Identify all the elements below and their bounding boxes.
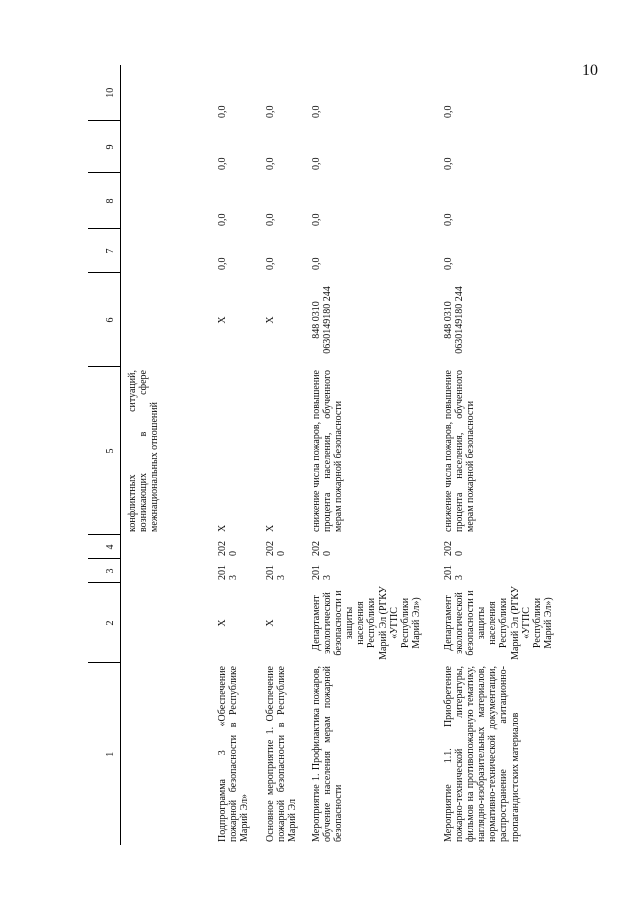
cell-start-year: 2013 (264, 565, 287, 580)
cell-event: Мероприятие 1. Профилактика пожаров, обучение населения мерам пожарной безопасности (310, 666, 344, 842)
cell-budget-code: X (264, 316, 276, 324)
cell-budget-code: X (216, 316, 228, 324)
cell-event (121, 663, 213, 845)
cell-value-8: 0,0 (442, 213, 454, 226)
header-row (88, 65, 121, 845)
cell-value-7 (121, 229, 213, 273)
table-row-event-1 (307, 65, 439, 845)
cell-event: Подпрограмма 3 «Обеспечение пожарной безопасности в Республике Марий Эл» (216, 666, 250, 842)
cell-budget-code (121, 273, 213, 367)
cell-executor (121, 583, 213, 663)
cell-value-8 (121, 173, 213, 229)
cell-value-8: 0,0 (264, 213, 276, 226)
cell-value-7: 0,0 (264, 257, 276, 270)
cell-result: снижение числа пожаров, повышение процента населения, обученного мерам пожарной безопасности (442, 370, 476, 532)
cell-budget-code: 848 0310 0630149180 244 (442, 286, 465, 354)
cell-executor: Департамент экологической безопасности и защиты населения Республики Марий Эл (РГКУ «УГПС Республики Марий Эл») (310, 586, 423, 660)
cell-value-8: 0,0 (310, 213, 322, 226)
rotated-document-page (88, 65, 618, 845)
table-row-subprogram-3 (213, 65, 261, 845)
cell-executor: X (216, 619, 228, 627)
cell-value-9 (121, 121, 213, 173)
cell-executor: X (264, 619, 276, 627)
cell-value-8: 0,0 (216, 213, 228, 226)
cell-start-year: 2013 (442, 565, 465, 580)
header-col-5: 5 (88, 367, 121, 535)
header-col-1: 1 (88, 663, 121, 845)
header-col-2: 2 (88, 583, 121, 663)
table-row-event-1-1 (439, 65, 589, 845)
cell-event: Мероприятие 1.1. Приобретение пожарно-технической литературы, фильмов на противопожарную тематику, наглядно-изобразительных материалов, нормативно-технической документации, распространение агитационно-пропагандистских материалов (442, 666, 521, 842)
cell-value-10 (121, 65, 213, 121)
cell-end-year: 2020 (216, 541, 239, 556)
cell-result: X (216, 524, 228, 532)
cell-value-7: 0,0 (442, 257, 454, 270)
header-col-8: 8 (88, 173, 121, 229)
header-col-10: 10 (88, 65, 121, 121)
cell-event: Основное мероприятие 1. Обеспечение пожарной безопасности в Республике Марий Эл (264, 666, 298, 842)
cell-value-9: 0,0 (442, 157, 454, 170)
cell-value-9: 0,0 (310, 157, 322, 170)
cell-value-7: 0,0 (310, 257, 322, 270)
cell-value-10: 0,0 (310, 105, 322, 118)
cell-end-year (121, 535, 213, 559)
cell-end-year: 2020 (310, 541, 333, 556)
header-col-7: 7 (88, 229, 121, 273)
header-col-3: 3 (88, 559, 121, 583)
table-row-continuation (121, 65, 213, 845)
cell-result: конфликтных ситуаций, возникающих в сфере межнациональных отношений (127, 370, 161, 532)
header-col-4: 4 (88, 535, 121, 559)
cell-end-year: 2020 (264, 541, 287, 556)
cell-executor: Департамент экологической безопасности и защиты населения Республики Марий Эл (РГКУ «УГПС Республики Марий Эл») (442, 586, 555, 660)
cell-start-year (121, 559, 213, 583)
cell-start-year: 2013 (310, 565, 333, 580)
table-row-main-event-1 (261, 65, 307, 845)
cell-result: снижение числа пожаров, повышение процента населения, обученного мерам пожарной безопасности (310, 370, 344, 532)
cell-budget-code: 848 0310 0630149180 244 (310, 286, 333, 354)
page-number: 10 (582, 62, 598, 79)
header-col-6: 6 (88, 273, 121, 367)
program-table (88, 65, 589, 845)
cell-value-10: 0,0 (442, 105, 454, 118)
cell-value-9: 0,0 (264, 157, 276, 170)
header-col-9: 9 (88, 121, 121, 173)
cell-value-9: 0,0 (216, 157, 228, 170)
cell-value-10: 0,0 (264, 105, 276, 118)
cell-value-7: 0,0 (216, 257, 228, 270)
cell-start-year: 2013 (216, 565, 239, 580)
cell-end-year: 2020 (442, 541, 465, 556)
cell-result: X (264, 524, 276, 532)
cell-value-10: 0,0 (216, 105, 228, 118)
